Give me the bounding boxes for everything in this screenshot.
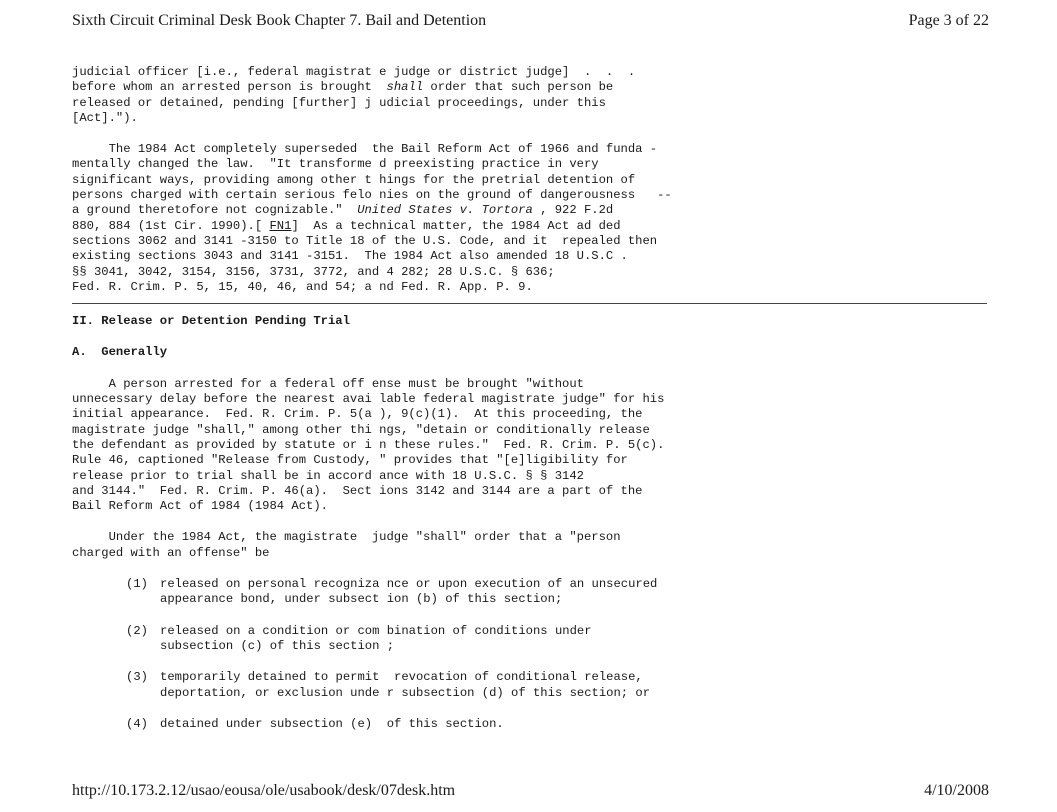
paragraph-under-act	[72, 530, 1017, 561]
text-line: Under the 1984 Act, the magistrate judge "shall" order that a "person	[72, 530, 621, 545]
text-line: judicial officer [i.e., federal magistrat e judge or district judge] . . .	[72, 65, 636, 79]
paragraph-1984-act	[72, 142, 1017, 295]
text-line: a ground theretofore not cognizable." United States v. Tortora , 922 F.2d	[72, 203, 614, 218]
document-body	[72, 65, 1017, 748]
list-number: (3)	[126, 670, 148, 685]
text-line: magistrate judge "shall," among other thi ngs, "detain or conditionally release	[72, 422, 650, 437]
paragraph-generally	[72, 377, 1017, 515]
text-line: significant ways, providing among other t hings for the pretrial detention of	[72, 172, 636, 187]
list-text: released on a condition or com bination of conditions under subsection (c) of this section ;	[160, 623, 592, 653]
text-line: unnecessary delay before the nearest avai lable federal magistrate judge" for his	[72, 392, 665, 407]
list-item	[72, 624, 1017, 655]
list-number: (1)	[126, 577, 148, 592]
numbered-list	[72, 577, 1017, 732]
list-item	[72, 717, 1017, 732]
text-line: [Act].").	[72, 110, 138, 125]
text-line: release prior to trial shall be in accord ance with 18 U.S.C. § § 3142	[72, 468, 584, 483]
list-text: detained under subsection (e) of this section.	[160, 716, 504, 731]
case-citation: United States v. Tortora	[357, 203, 533, 218]
list-item	[72, 670, 1017, 701]
list-number: (4)	[126, 716, 148, 731]
text-line: persons charged with certain serious felo nies on the ground of dangerousness --	[72, 188, 672, 203]
text-line: charged with an offense" be	[72, 545, 270, 560]
section-divider	[72, 303, 987, 304]
text-line: existing sections 3043 and 3141 -3151. The 1984 Act also amended 18 U.S.C .	[72, 249, 628, 264]
footnote-link[interactable]: FN1	[269, 218, 292, 233]
text-line: A person arrested for a federal off ense must be brought "without	[72, 376, 584, 391]
text-line: released or detained, pending [further] j udicial proceedings, under this	[72, 95, 606, 110]
page-number: Page 3 of 22	[908, 12, 989, 29]
text-line: Rule 46, captioned "Release from Custody, " provides that "[e]ligibility for	[72, 453, 628, 468]
page-header-title: Sixth Circuit Criminal Desk Book Chapter 7. Bail and Detention	[72, 12, 487, 29]
text-line: mentally changed the law. "It transforme d preexisting practice in very	[72, 157, 599, 172]
text-line: before whom an arrested person is brought shall order that such person be	[72, 80, 614, 95]
list-text: temporarily detained to permit revocation of conditional release, deportation, or exclusion unde r subsection (d) of this section; or	[160, 670, 651, 700]
text-line: and 3144." Fed. R. Crim. P. 46(a). Sect ions 3142 and 3144 are a part of the	[72, 483, 643, 498]
text-line: the defendant as provided by statute or i n these rules." Fed. R. Crim. P. 5(c).	[72, 437, 665, 452]
text-line: §§ 3041, 3042, 3154, 3156, 3731, 3772, and 4 282; 28 U.S.C. § 636;	[72, 264, 555, 279]
text-line: Fed. R. Crim. P. 5, 15, 40, 46, and 54; a nd Fed. R. App. P. 9.	[72, 279, 533, 294]
list-number: (2)	[126, 623, 148, 638]
text-line: sections 3062 and 3141 -3150 to Title 18 of the U.S. Code, and it repealed then	[72, 233, 658, 248]
text-line: 880, 884 (1st Cir. 1990).[ FN1] As a technical matter, the 1984 Act ad ded	[72, 218, 621, 233]
list-item	[72, 577, 1017, 608]
page-footer-url: http://10.173.2.12/usao/eousa/ole/usabook/desk/07desk.htm	[72, 782, 456, 799]
page-footer-date: 4/10/2008	[924, 782, 989, 799]
paragraph-continuation	[72, 65, 1017, 126]
text-line: The 1984 Act completely superseded the Bail Reform Act of 1966 and funda -	[72, 142, 658, 157]
section-heading: II. Release or Detention Pending Trial	[72, 314, 350, 329]
list-text: released on personal recogniza nce or upon execution of an unsecured appearance bond, under subsect ion (b) of this section;	[160, 577, 658, 607]
text-line: initial appearance. Fed. R. Crim. P. 5(a ), 9(c)(1). At this proceeding, the	[72, 407, 643, 422]
text-line: Bail Reform Act of 1984 (1984 Act).	[72, 499, 328, 514]
subsection-heading: A. Generally	[72, 345, 168, 360]
